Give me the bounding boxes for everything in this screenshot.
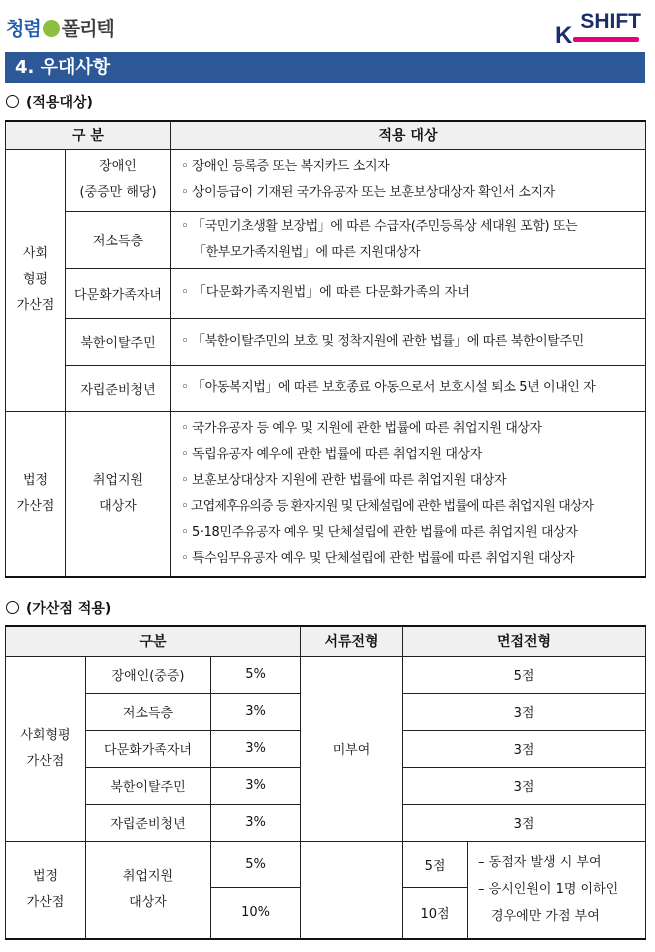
col-header-category: 구 분 [6,121,171,149]
section-title: 4. 우대사항 [5,52,645,83]
sub-north-korean-defector: 북한이탈주민 [86,767,211,804]
col-header-interview: 면접전형 [403,626,646,656]
interview-legal-10: 10점 [403,887,468,939]
sub-youth-independence: 자립준비청년 [66,365,171,411]
logo-shift: SHIFT [580,10,641,33]
logo-k: K [555,22,573,49]
cheongryeom-polytech-logo [6,10,114,44]
sub-employment-support: 취업지원 대상자 [66,411,171,577]
target-youth-independence: ◦ 「아동복지법」에 따른 보호종료 아동으로서 보호시설 퇴소 5년 이내인 자 [171,365,646,411]
logo-text-polytech: 폴리텍 [61,17,114,40]
eligibility-table [5,120,646,578]
doc-legal-5: 5% [211,841,301,887]
doc-multicultural: 3% [211,730,301,767]
target-disabled: ◦ 장애인 등록증 또는 복지카드 소지자 ◦ 상이등급이 기재된 국가유공자 또는 보훈보상대상자 확인서 소지자 [171,149,646,211]
interview-north-korean-defector: 3점 [403,767,646,804]
interview-legal-5: 5점 [403,841,468,887]
logo-dot-icon [43,20,60,37]
table1-heading [6,92,93,112]
col-header-target: 적용 대상 [171,121,646,149]
sub-disabled: 장애인(중증) [86,656,211,693]
doc-disabled: 5% [211,656,301,693]
bonus-points-table [5,625,646,940]
doc-low-income: 3% [211,693,301,730]
sub-multicultural: 다문화가족자녀 [66,268,171,318]
document-social-none: 미부여 [301,656,403,841]
table2-heading [6,598,111,618]
sub-low-income: 저소득층 [66,211,171,268]
circle-bullet-icon [6,95,19,108]
sub-disabled: 장애인 (중증만 해당) [66,149,171,211]
sub-employment-support: 취업지원 대상자 [86,841,211,939]
sub-youth-independence: 자립준비청년 [86,804,211,841]
interview-low-income: 3점 [403,693,646,730]
kshift-logo [553,10,643,49]
interview-disabled: 5점 [403,656,646,693]
col-header-document: 서류전형 [301,626,403,656]
doc-youth-independence: 3% [211,804,301,841]
doc-north-korean-defector: 3% [211,767,301,804]
interview-youth-independence: 3점 [403,804,646,841]
group-legal: 법정 가산점 [6,411,66,577]
logo-text-cheongryeom: 청렴 [6,17,41,40]
sub-north-korean-defector: 북한이탈주민 [66,318,171,365]
col-header-category: 구분 [6,626,301,656]
document-legal-blank [301,841,403,939]
target-multicultural: ◦ 「다문화가족지원법」에 따른 다문화가족의 자녀 [171,268,646,318]
target-low-income: ◦ 「국민기초생활 보장법」에 따른 수급자(주민등록상 세대원 포함) 또는 「한부모가족지원법」에 따른 지원대상자 [171,211,646,268]
target-north-korean-defector: ◦ 「북한이탈주민의 보호 및 정착지원에 관한 법률」에 따른 북한이탈주민 [171,318,646,365]
group-legal: 법정 가산점 [6,841,86,939]
interview-legal-note: – 동점자 발생 시 부여 – 응시인원이 1명 이하인 경우에만 가점 부여 [468,841,646,939]
sub-low-income: 저소득층 [86,693,211,730]
group-social-equity: 사회형평 가산점 [6,656,86,841]
target-employment-support: ◦ 국가유공자 등 예우 및 지원에 관한 법률에 따른 취업지원 대상자 ◦ 독립유공자 예우에 관한 법률에 따른 취업지원 대상자 ◦ 보훈보상대상자 지원에 관한 법률에 따른 취업지원 대상자 ◦ 고엽제후유의증 등 환자지원 및 단체설립에 관한 법률에 따른 취업지원 대상자 ◦ 5·18민주유공자 예우 및 단체설립에 관한 법률에 따른 취업지원 대상자 ◦ 특수임무유공자 예우 및 단체설립에 관한 법률에 따른 취업지원 대상자 [171,411,646,577]
sub-multicultural: 다문화가족자녀 [86,730,211,767]
circle-bullet-icon [6,601,19,614]
group-social-equity: 사회 형평 가산점 [6,149,66,411]
interview-multicultural: 3점 [403,730,646,767]
doc-legal-10: 10% [211,887,301,939]
logo-bar-icon [573,37,639,42]
table1-heading-text: (적용대상) [26,95,93,111]
table2-heading-text: (가산점 적용) [26,601,112,617]
